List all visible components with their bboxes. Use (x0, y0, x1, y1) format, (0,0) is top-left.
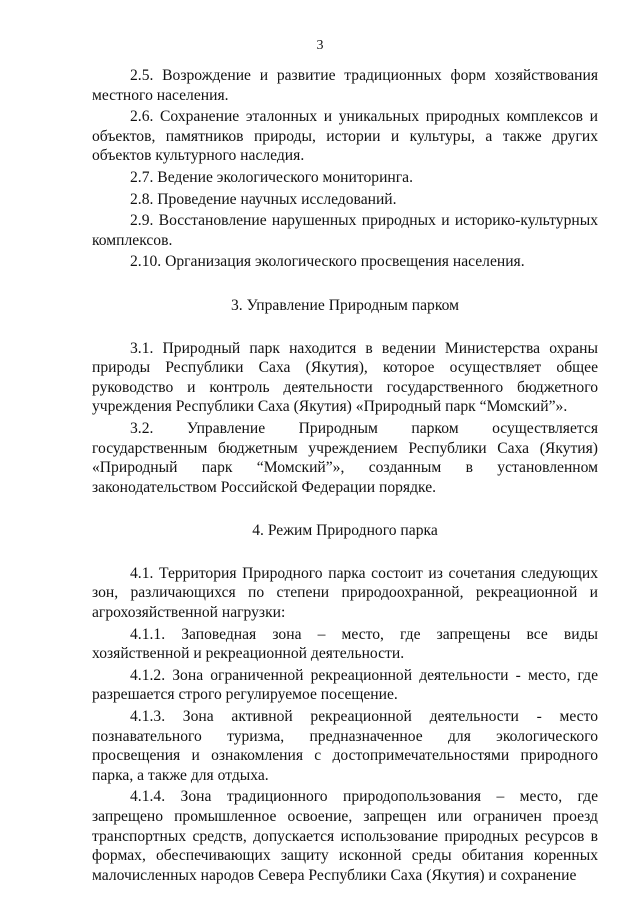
page-number: 3 (316, 38, 324, 53)
paragraph-2-9: 2.9. Восстановление нарушенных природных и историко-культурных комплексов. (92, 212, 598, 249)
section-4-heading: 4. Режим Природного парка (252, 522, 438, 540)
paragraph-4-1-1: 4.1.1. Заповедная зона – место, где запрещены все виды хозяйственной и рекреационной деятельности. (92, 625, 598, 663)
paragraph-4-1-2: 4.1.2. Зона ограниченной рекреационной деятельности - место, где разрешается строго регулируемое посещение. (92, 666, 598, 704)
paragraph-2-7: 2.7. Ведение экологического мониторинга. (130, 168, 413, 186)
section-3-heading: 3. Управление Природным парком (231, 296, 459, 314)
paragraph-3-1: 3.1. Природный парк находится в ведении Министерства охраны природы Республики Саха (Якутия), которое осуществляет общее руководство и контроль деятельности государственного бюджетного учреждения Республики Саха (Якутия) «Природный парк “Момский”». (92, 339, 598, 416)
paragraph-2-5: 2.5. Возрождение и развитие традиционных форм хозяйствования местного населения. (92, 67, 598, 104)
paragraph-4-1-3: 4.1.3. Зона активной рекреационной деятельности - место познавательного туризма, предназначенное для экологического просвещения и ознакомления с достопримечательностями природного парка, а также для отдыха. (92, 708, 598, 784)
paragraph-3-2: 3.2. Управление Природным парком осуществляется государственным бюджетным учреждением Республики Саха (Якутия) «Природный парк “Момский”», созданным в установленном законодательством Российской Федерации порядке. (92, 419, 598, 496)
paragraph-2-10: 2.10. Организация экологического просвещения населения. (130, 253, 525, 271)
section-4 (92, 564, 598, 886)
tasks-list (92, 66, 598, 272)
section-3 (92, 339, 598, 498)
paragraph-4-1-4: 4.1.4. Зона традиционного природопользования – место, где запрещено промышленное освоение, запрещен или ограничен проезд транспортных средств, допускается использование природных ресурсов в формах, обеспечивающих защиту исконной среды обитания коренных малочисленных народов Севера Республики Саха (Якутия) и сохранение (92, 788, 598, 884)
paragraph-4-1: 4.1. Территория Природного парка состоит из сочетания следующих зон, различающихся по степени природоохранной, рекреационной и агрохозяйственной нагрузки: (92, 564, 598, 622)
paragraph-2-6: 2.6. Сохранение эталонных и уникальных природных комплексов и объектов, памятников природы, истории и культуры, а также других объектов культурного наследия. (92, 108, 598, 165)
document-body (92, 66, 598, 887)
paragraph-2-8: 2.8. Проведение научных исследований. (130, 190, 397, 208)
